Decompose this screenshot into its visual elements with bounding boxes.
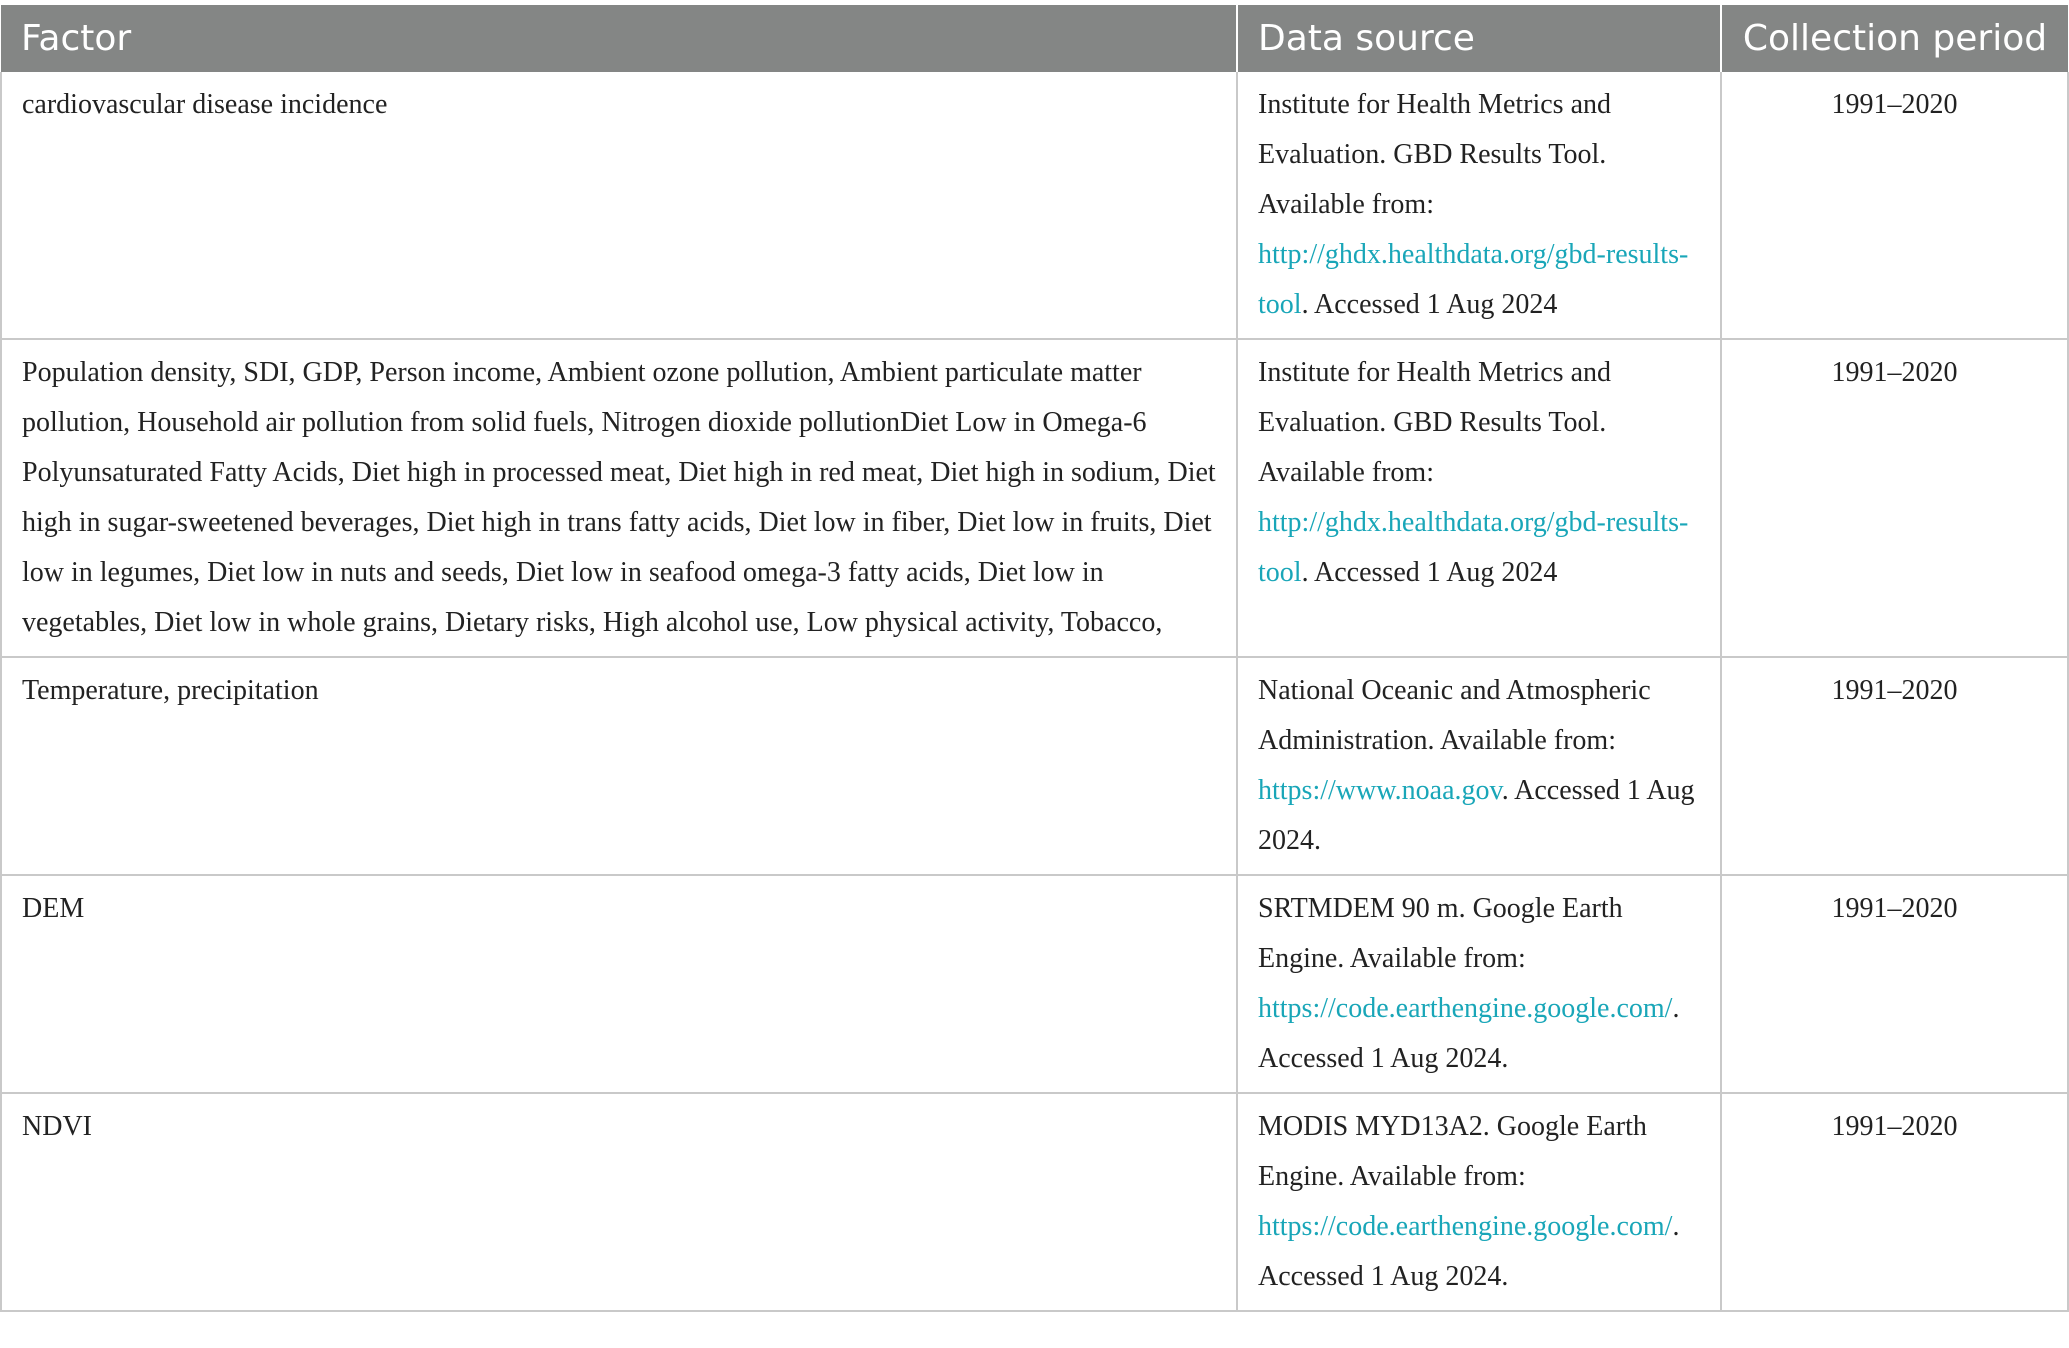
source-accessed-text: . Accessed 1 Aug 2024. — [1258, 993, 1680, 1074]
factor-cell: Temperature, precipitation — [1, 657, 1237, 875]
table-row — [1, 657, 2068, 875]
source-text: SRTMDEM 90 m. Google Earth Engine. Available from: — [1258, 893, 1623, 974]
source-text: Institute for Health Metrics and Evaluation. GBD Results Tool. Available from: — [1258, 89, 1612, 220]
period-cell: 1991–2020 — [1721, 657, 2068, 875]
source-accessed-text: . Accessed 1 Aug 2024 — [1301, 557, 1558, 588]
header-collection-period: Collection period — [1721, 5, 2068, 72]
table-row — [1, 1093, 2068, 1311]
source-accessed-text: . Accessed 1 Aug 2024. — [1258, 775, 1695, 856]
table-header — [1, 5, 2068, 72]
source-link-part: healthdata.org/gbd-results-tool — [1258, 239, 1689, 320]
source-link-part: https://code. — [1258, 1211, 1396, 1242]
source-text: National Oceanic and Atmospheric Administration. Available from: — [1258, 675, 1651, 756]
table-row — [1, 339, 2068, 657]
source-cell — [1237, 1093, 1721, 1311]
factor-cell: NDVI — [1, 1093, 1237, 1311]
source-link-part: http://ghdx. — [1258, 507, 1388, 538]
source-accessed-text: . Accessed 1 Aug 2024 — [1301, 289, 1558, 320]
factor-cell: cardiovascular disease incidence — [1, 72, 1237, 339]
source-cell — [1237, 72, 1721, 339]
source-link-part: https://code. — [1258, 993, 1396, 1024]
source-text: MODIS MYD13A2. Google Earth Engine. Available from: — [1258, 1111, 1647, 1192]
source-text: Institute for Health Metrics and Evaluation. GBD Results Tool. Available from: — [1258, 357, 1612, 488]
header-data-source: Data source — [1237, 5, 1721, 72]
source-link-part: https://www.noaa.gov — [1258, 775, 1502, 806]
table-body — [1, 72, 2068, 1311]
factor-cell: Population density, SDI, GDP, Person income, Ambient ozone pollution, Ambient particulate matter pollution, Household air pollution from solid fuels, Nitrogen dioxide pollutionDiet Low in Omega-6 Polyunsaturated Fatty Acids, Diet high in processed meat, Diet high in red meat, Diet high in sodium, Diet high in sugar-sweetened beverages, Diet high in trans fatty acids, Diet low in fiber, Diet low in fruits, Diet low in legumes, Diet low in nuts and seeds, Diet low in seafood omega-3 fatty acids, Diet low in vegetables, Diet low in whole grains, Dietary risks, High alcohol use, Low physical activity, Tobacco, — [1, 339, 1237, 657]
data-sources-table — [0, 5, 2069, 1312]
header-factor: Factor — [1, 5, 1237, 72]
source-link-part: healthdata.org/gbd-results-tool — [1258, 507, 1689, 588]
source-link[interactable] — [1258, 993, 1672, 1024]
source-accessed-text: . Accessed 1 Aug 2024. — [1258, 1211, 1680, 1292]
factor-cell: DEM — [1, 875, 1237, 1093]
source-cell — [1237, 875, 1721, 1093]
table-row — [1, 72, 2068, 339]
source-link[interactable] — [1258, 1211, 1672, 1242]
source-cell — [1237, 657, 1721, 875]
source-link[interactable] — [1258, 775, 1502, 806]
period-cell: 1991–2020 — [1721, 72, 2068, 339]
source-link-part: earthengine.google.com/ — [1395, 993, 1673, 1024]
source-link-part: earthengine.google.com/ — [1395, 1211, 1673, 1242]
header-row — [1, 5, 2068, 72]
period-cell: 1991–2020 — [1721, 1093, 2068, 1311]
source-link-part: http://ghdx. — [1258, 239, 1388, 270]
period-cell: 1991–2020 — [1721, 339, 2068, 657]
table-row — [1, 875, 2068, 1093]
source-cell — [1237, 339, 1721, 657]
period-cell: 1991–2020 — [1721, 875, 2068, 1093]
